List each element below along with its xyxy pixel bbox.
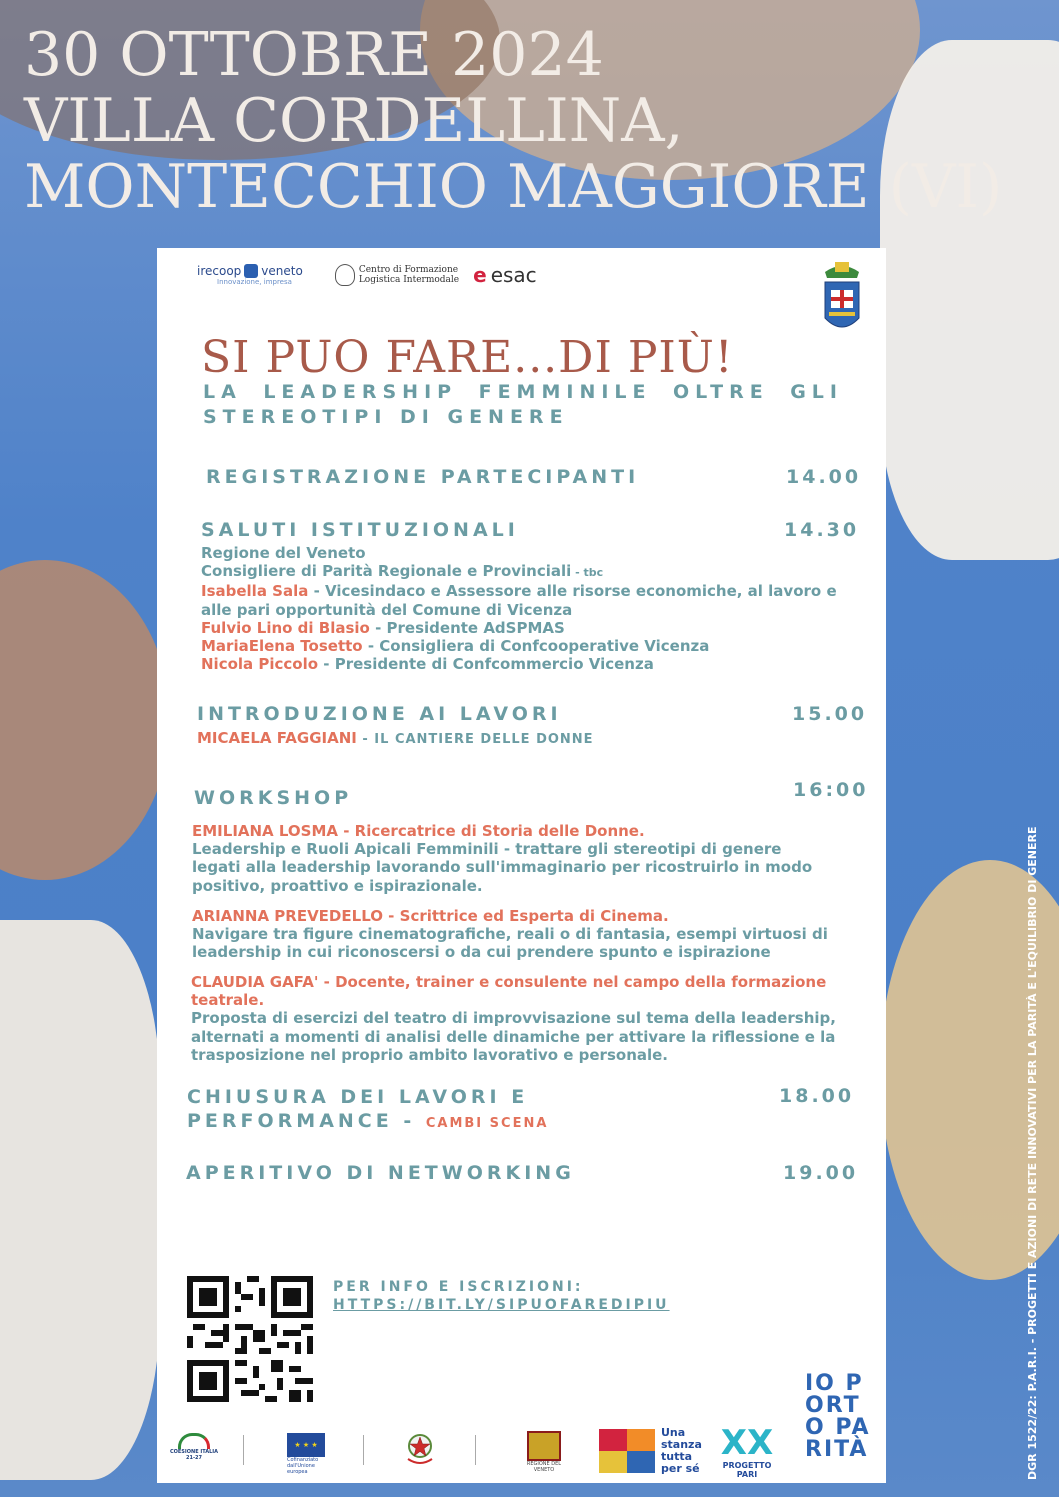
greetings-item-cont: alle pari opportunità del Comune di Vicenza — [201, 600, 573, 619]
eu-flag-icon: ★ ★ ★ — [287, 1433, 325, 1457]
workshop-item: ARIANNA PREVEDELLO - Scrittrice ed Esperta di Cinema. Navigare tra figure cinematografiche, reali o di fantasia, esempi virtuosi di leadership in cui riconoscersi o da cui prendere spunto e ispirazione — [192, 907, 828, 962]
event-title: SI PUO FARE...DI PIÙ! — [201, 332, 734, 383]
irecoop-logo: irecoop veneto Innovazione, impresa — [197, 264, 303, 286]
progetto-pari-logo: XX PROGETTO PARI — [717, 1425, 777, 1479]
event-header — [24, 22, 1034, 220]
xx-mark-icon: XX — [720, 1423, 774, 1463]
greetings-item: Isabella Sala - Vicesindaco e Assessore alle risorse economiche, al lavoro e — [201, 582, 837, 601]
registration-time: 14.00 — [786, 466, 862, 488]
cfli-emblem-icon — [335, 264, 355, 286]
introduction-label: INTRODUZIONE AI LAVORI — [197, 703, 562, 725]
regione-veneto-logo: REGIONE DEL VENETO — [519, 1431, 569, 1473]
io-porto-parita-logo: IO PORTO PARITÀ — [805, 1371, 871, 1462]
networking-time: 19.00 — [783, 1162, 859, 1184]
event-date: 30 OTTOBRE 2024 — [24, 20, 604, 90]
partner-logos — [197, 260, 537, 290]
coesione-logo: COESIONE ITALIA 21-27 — [169, 1433, 219, 1461]
greetings-item: Fulvio Lino di Blasio - Presidente AdSPMAS — [201, 618, 565, 637]
greetings-label: SALUTI ISTITUZIONALI — [201, 519, 519, 541]
irecoop-mark-icon — [244, 264, 258, 278]
eu-logo: ★ ★ ★ Cofinanziato dall'Unione europea — [287, 1433, 337, 1475]
workshop-label: WORKSHOP — [194, 787, 353, 809]
closing-label: CHIUSURA DEI LAVORI E PERFORMANCE - CAMBI SCENA — [187, 1086, 549, 1132]
una-stanza-logo: Una stanza tutta per sé — [599, 1427, 705, 1475]
greetings-list — [201, 544, 837, 673]
registration-label: REGISTRAZIONE PARTECIPANTI — [206, 466, 640, 488]
introduction-speaker: MICAELA FAGGIANI - IL CANTIERE DELLE DONNE — [197, 729, 594, 747]
introduction-time: 15.00 — [792, 703, 868, 725]
info-label: PER INFO E ISCRIZIONI: — [333, 1279, 584, 1295]
qr-code-icon — [187, 1276, 313, 1402]
greetings-item: Nicola Piccolo - Presidente di Confcommercio Vicenza — [201, 655, 654, 674]
funding-logos — [167, 1371, 877, 1483]
greetings-item: MariaElena Tosetto - Consigliera di Confcooperative Vicenza — [201, 637, 710, 656]
workshop-item: EMILIANA LOSMA - Ricercatrice di Storia delle Donne. Leadership e Ruoli Apicali Femminili - trattare gli stereotipi di genere legati alla leadership lavorando sull'immaginario per ricostruirlo in modo positivo, proattivo e ispirazionale. — [192, 822, 813, 895]
republic-emblem-icon — [403, 1429, 437, 1465]
workshop-item: CLAUDIA GAFA' - Docente, trainer e consulente nel campo della formazione teatrale. Proposta di esercizi del teatro di improvvisazione sul tema della leadership, alternati a momenti di analisi delle dinamiche per attivare la riflessione e la trasposizione nel proprio ambito lavorativo e personale. — [191, 973, 836, 1064]
closing-time: 18.00 — [779, 1085, 855, 1107]
esac-logo: e esac — [473, 263, 537, 287]
veneto-lion-icon — [527, 1431, 561, 1461]
cfli-logo: Centro di Formazione Logistica Intermodale — [335, 264, 459, 286]
municipal-crest-icon — [817, 260, 867, 340]
greetings-item: Regione del Veneto — [201, 544, 366, 562]
registration-link[interactable]: HTTPS://BIT.LY/SIPUOFAREDIPIU — [333, 1297, 670, 1313]
event-venue: VILLA CORDELLINA, — [24, 86, 684, 156]
coesione-arc-icon — [178, 1433, 210, 1449]
workshop-time: 16:00 — [793, 779, 869, 801]
funding-reference: DGR 1522/22: P.A.R.I. - PROGETTI E AZIONI DI RETE INNOVATIVI PER LA PARITÀ E L'EQUILIBRIO DI GENERE — [1026, 826, 1039, 1480]
program-card — [157, 248, 886, 1483]
greetings-time: 14.30 — [784, 519, 860, 541]
info-block — [333, 1278, 670, 1314]
networking-label: APERITIVO DI NETWORKING — [186, 1162, 575, 1184]
esac-e-icon: e — [473, 263, 487, 287]
greetings-item: Consigliere di Parità Regionale e Provinciali - tbc — [201, 562, 604, 581]
stanza-pattern-icon — [599, 1429, 655, 1473]
event-location: MONTECCHIO MAGGIORE (VI) — [24, 152, 1003, 222]
event-subtitle: LA LEADERSHIP FEMMINILE OLTRE GLI STEREOTIPI DI GENERE — [203, 381, 843, 428]
